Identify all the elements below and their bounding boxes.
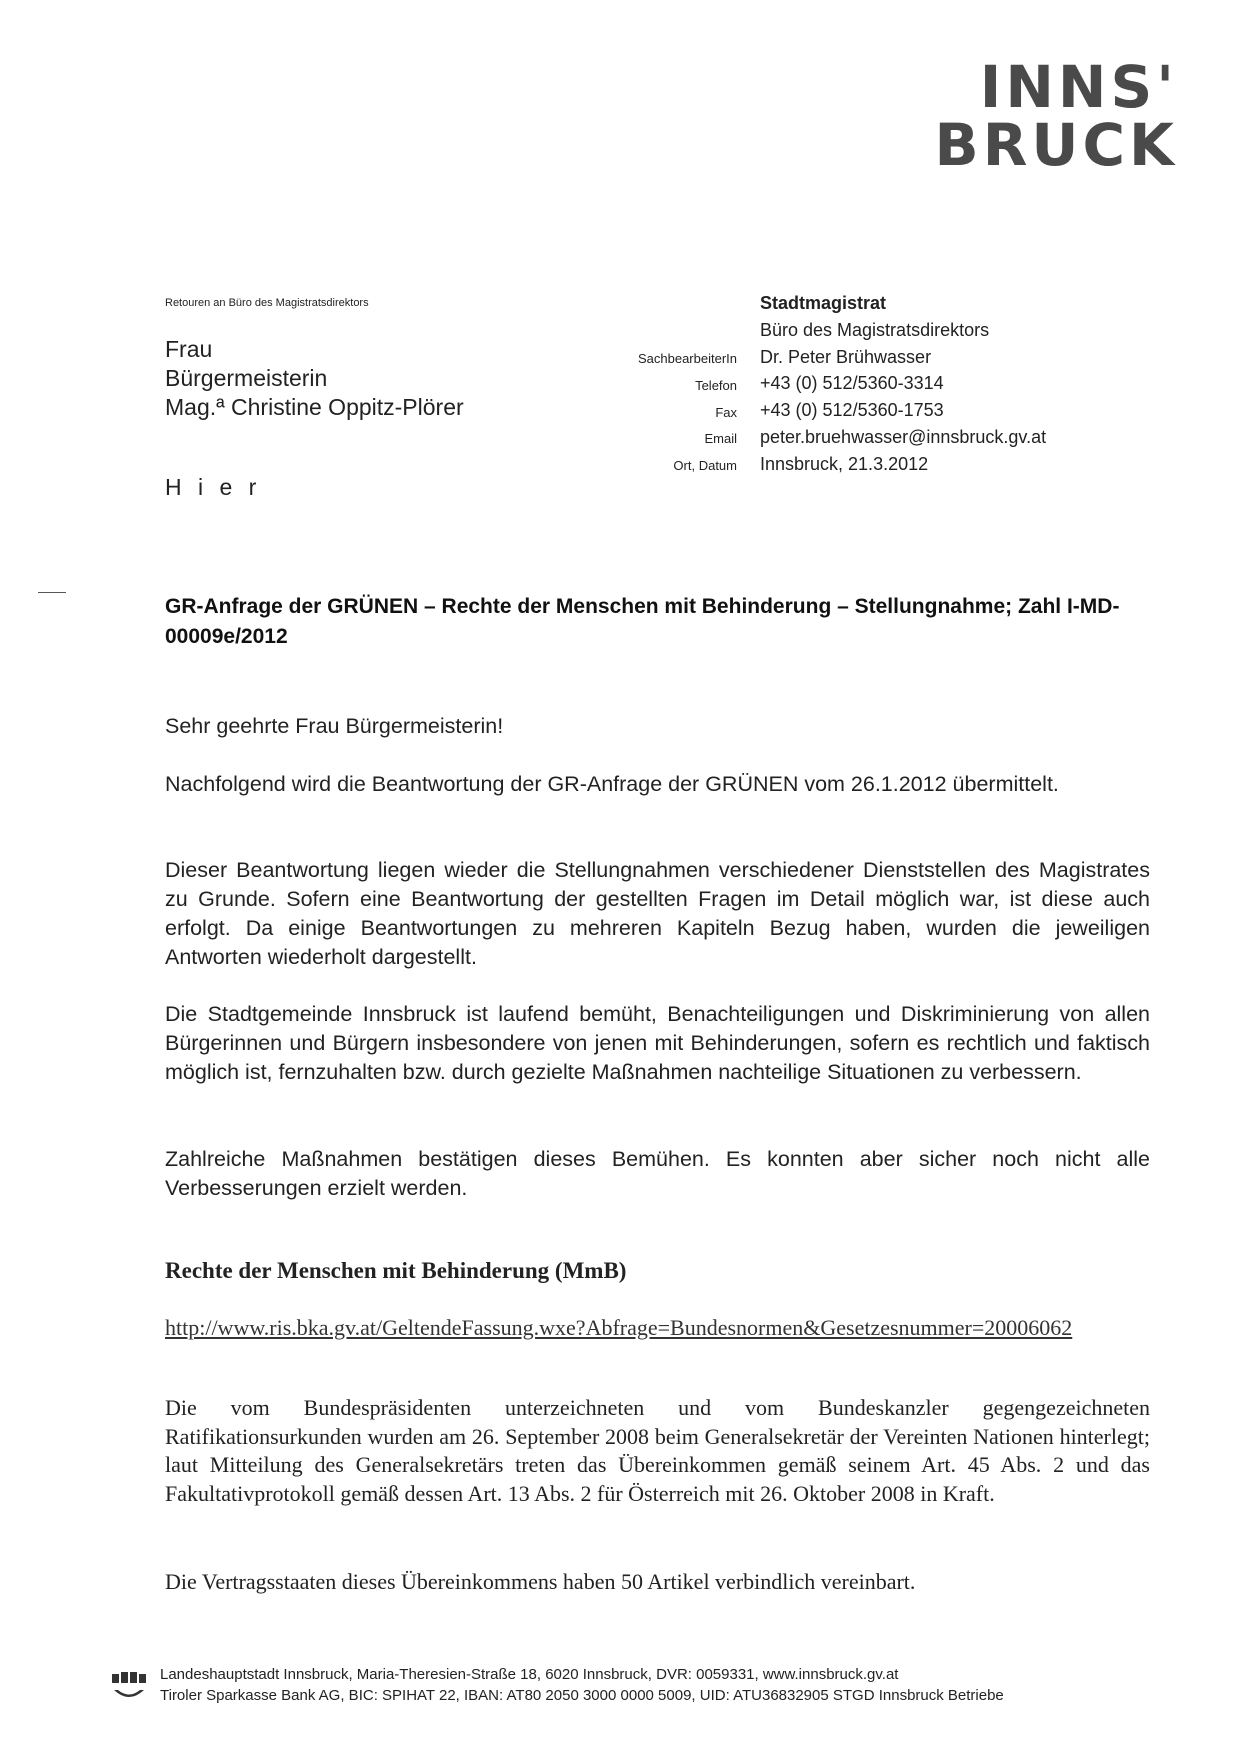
fold-mark [38, 592, 66, 593]
label-place-date: Ort, Datum [673, 458, 737, 474]
paragraph-6 [165, 1568, 1150, 1597]
label-phone: Telefon [695, 377, 737, 393]
section-heading: Rechte der Menschen mit Behinderung (MmB) [165, 1258, 627, 1283]
paragraph-2-text: Dieser Beantwortung liegen wieder die Stellungnahmen verschiedener Dienststellen des Magistrates zu Grunde. Sofern eine Beantwortung der gestellten Fragen im Detail möglich war, ist diese auch erfolgt. Da einige Beantwortungen zu mehreren Kapiteln Bezug haben, wurden die jeweiligen Antworten wiederholt dargestellt. [165, 858, 1150, 969]
paragraph-3-text: Die Stadtgemeinde Innsbruck ist laufend bemüht, Benachteiligungen und Diskriminierung von allen Bürgerinnen und Bürgern insbesondere von jenen mit Behinderungen, sofern es rechtlich und faktisch möglich ist, fernzuhalten bzw. durch gezielte Maßnahmen nachteilige Situationen zu verbessern. [165, 1002, 1150, 1084]
sender-org: Stadtmagistrat [760, 293, 887, 313]
paragraph-5 [165, 1394, 1150, 1508]
recipient-block [165, 335, 464, 422]
paragraph-4-text: Zahlreiche Maßnahmen bestätigen dieses Bemühen. Es konnten aber sicher noch nicht alle Verbesserungen erzielt werden. [165, 1147, 1150, 1200]
label-email: Email [704, 431, 737, 447]
sender-phone: +43 (0) 512/5360-3314 [760, 373, 944, 394]
sender-email[interactable]: peter.bruehwasser@innsbruck.gv.at [760, 426, 1047, 447]
salutation: Sehr geehrte Frau Bürgermeisterin! [165, 714, 504, 738]
sender-labels [560, 346, 737, 480]
city-logo [918, 53, 1178, 179]
subject-line: GR-Anfrage der GRÜNEN – Rechte der Menschen mit Behinderung – Stellungnahme; Zahl I-MD-00009e/2012 [165, 595, 1120, 648]
footer-line-1: Landeshauptstadt Innsbruck, Maria-Theresien-Straße 18, 6020 Innsbruck, DVR: 0059331, www.innsbruck.gv.at [160, 1666, 899, 1683]
paragraph-2 [165, 856, 1150, 972]
logo-line-2: BRUCK [934, 111, 1178, 179]
paragraph-1 [165, 770, 1150, 799]
recipient-line-2: Bürgermeisterin [165, 365, 328, 391]
sender-place-date: Innsbruck, 21.3.2012 [760, 453, 929, 474]
label-clerk: SachbearbeiterIn [637, 351, 737, 366]
footer-line-2: Tiroler Sparkasse Bank AG, BIC: SPIHAT 22, IBAN: AT80 2050 3000 0000 5009, UID: ATU36832905 STGD Innsbruck Betriebe [160, 1687, 1004, 1704]
recipient-local: H i e r [165, 474, 262, 500]
label-fax: Fax [715, 404, 737, 420]
paragraph-3 [165, 1000, 1150, 1087]
sender-values [760, 290, 1046, 478]
paragraph-1-text: Nachfolgend wird die Beantwortung der GR-Anfrage der GRÜNEN vom 26.1.2012 übermittelt. [165, 772, 1059, 796]
paragraph-5-text: Die vom Bundespräsidenten unterzeichneten und vom Bundeskanzler gegengezeichneten Ratifikationsurkunden wurden am 26. September 2008 beim Generalsekretär der Vereinten Nationen hinterlegt; laut Mitteilung des Generalsekretärs treten das Übereinkommen gemäß seinem Art. 45 Abs. 2 und das Fakultativprotokoll gemäß dessen Art. 13 Abs. 2 für Österreich mit 26. Oktober 2008 in Kraft. [165, 1395, 1150, 1506]
recipient-line-1: Frau [165, 336, 213, 362]
paragraph-6-text: Die Vertragsstaaten dieses Übereinkommens haben 50 Artikel verbindlich vereinbart. [165, 1569, 916, 1594]
city-emblem-icon [110, 1670, 148, 1706]
recipient-line-3: Mag.ª Christine Oppitz-Plörer [165, 394, 464, 420]
paragraph-4 [165, 1145, 1150, 1203]
sender-dept: Büro des Magistratsdirektors [760, 319, 990, 340]
footer [160, 1664, 1004, 1706]
sender-clerk: Dr. Peter Brühwasser [760, 346, 932, 367]
ris-link[interactable]: http://www.ris.bka.gv.at/GeltendeFassung.wxe?Abfrage=Bundesnormen&Gesetzesnummer=20006062 [165, 1315, 1073, 1340]
sender-fax: +43 (0) 512/5360-1753 [760, 400, 944, 421]
logo-line-1: INNS' [979, 53, 1178, 121]
return-address: Retouren an Büro des Magistratsdirektors [165, 297, 369, 309]
